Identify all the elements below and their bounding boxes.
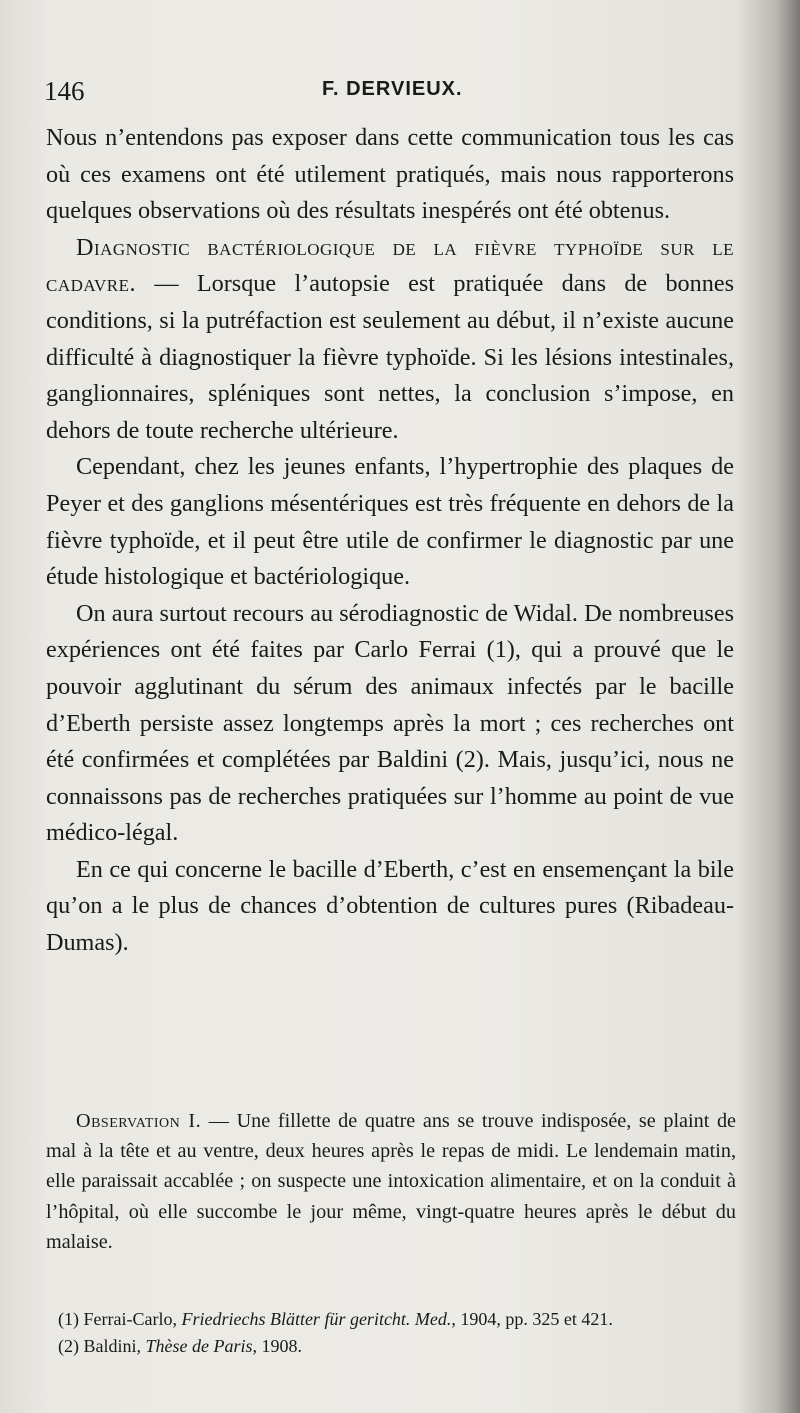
footnote-2 (46, 1333, 736, 1360)
page-number: 146 (44, 76, 85, 106)
footnote-2-marker: (2) (58, 1336, 79, 1356)
footnote-2-rest: , 1908. (252, 1336, 302, 1356)
footnotes (46, 1306, 736, 1360)
footnote-1-author: Ferrai-Carlo, (79, 1309, 182, 1329)
page-header (44, 72, 744, 112)
footnote-2-author: Baldini, (79, 1336, 146, 1356)
main-text (46, 120, 734, 962)
footnote-1-marker: (1) (58, 1309, 79, 1329)
paragraph-5: En ce qui concerne le bacille d’Eberth, c’est en ensemençant la bile qu’on a le plus de chances d’obtention de cultures pures (Ribadeau-Dumas). (46, 855, 734, 957)
footnote-1-title: Friedriechs Blätter für geritcht. Med. (181, 1309, 452, 1329)
footnote-2-title: Thèse de Paris (145, 1336, 253, 1356)
observation-heading: Observation I. (76, 1110, 202, 1132)
running-head: F. DERVIEUX. (322, 78, 463, 100)
footnote-1 (46, 1306, 736, 1333)
observation-text: — Une fillette de quatre ans se trouve indisposée, se plaint de mal à la tête et au ventre, deux heures après le repas de midi. Le lendemain matin, elle paraissait accablée ; on suspecte une intoxication alimentaire, et on la conduit à l’hôpital, où elle succombe le jour même, vingt-quatre heures après le début du malaise. (46, 1110, 737, 1253)
observation-paragraph (46, 1106, 736, 1257)
footnote-1-rest: , 1904, pp. 325 et 421. (451, 1309, 613, 1329)
section-heading: Diagnostic bactériologique de la fièvre typhoïde sur le cadavre. (46, 233, 734, 298)
paragraph-2 (46, 230, 734, 450)
paragraph-1: Nous n’entendons pas exposer dans cette communication tous les cas où ces examens ont été utilement pratiqués, mais nous rapporterons quelques observations où des résultats inespérés ont été obtenus. (46, 124, 734, 225)
paragraph-4: On aura surtout recours au sérodiagnostic de Widal. De nombreuses expériences ont été faites par Carlo Ferrai (1), qui a prouvé que le pouvoir agglutinant du sérum des animaux infectés par le bacille d’Eberth persiste assez longtemps après la mort ; ces recherches ont été confirmées et complétées par Baldini (2). Mais, jusqu’ici, nous ne connaissons pas de recherches pratiquées sur l’homme au point de vue médico-légal. (46, 599, 734, 847)
observation-block (46, 1106, 736, 1257)
paragraph-3: Cependant, chez les jeunes enfants, l’hypertrophie des plaques de Peyer et des ganglions mésentériques est très fréquente en dehors de la fièvre typhoïde, et il peut être utile de confirmer le diagnostic par une étude histologique et bactériologique. (46, 453, 734, 591)
paragraph-2-text: — Lorsque l’autopsie est pratiquée dans de bonnes conditions, si la putréfaction est seulement au début, il n’existe aucune difficulté à diagnostiquer la fièvre typhoïde. Si les lésions intestinales, ganglionnaires, spléniques sont nettes, la conclusion s’impose, en dehors de toute recherche ultérieure. (46, 270, 734, 444)
